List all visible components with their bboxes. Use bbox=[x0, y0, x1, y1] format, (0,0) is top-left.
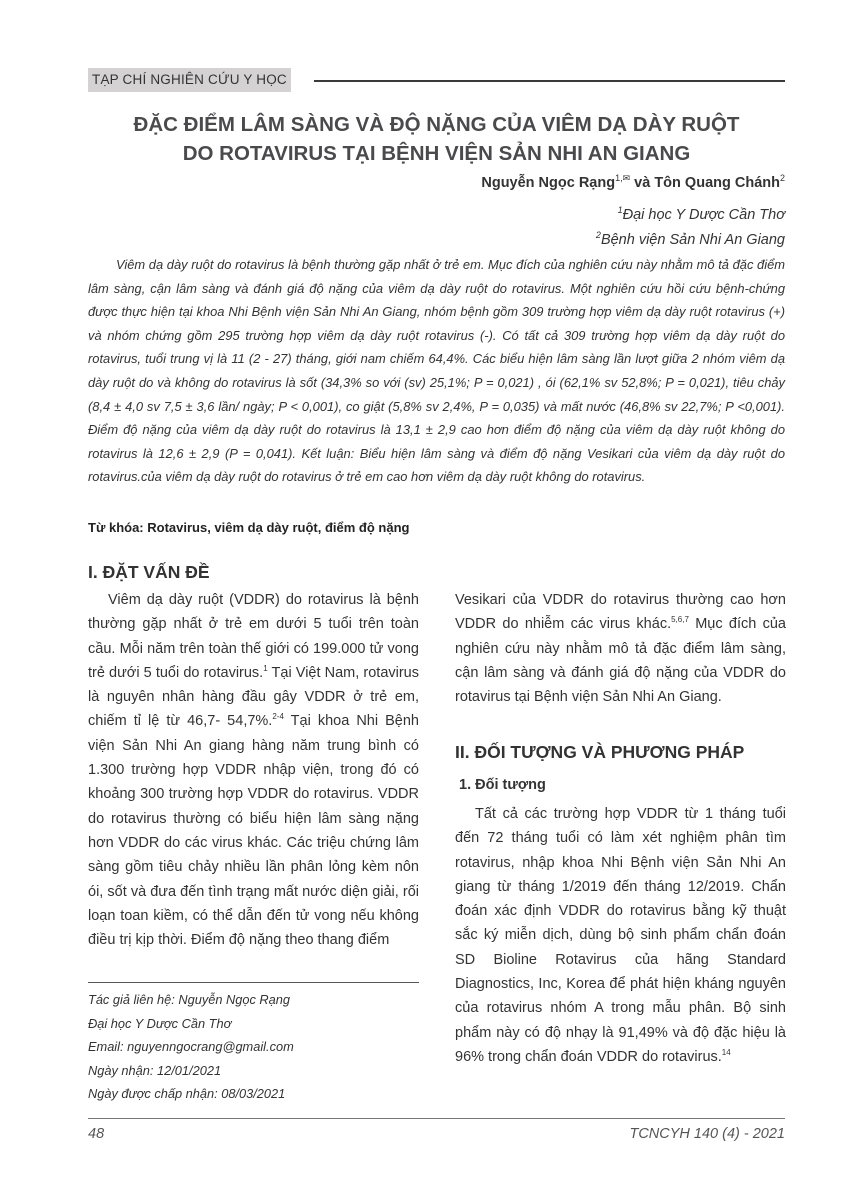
footnote-rule bbox=[88, 982, 419, 983]
title-line-1: ĐẶC ĐIỂM LÂM SÀNG VÀ ĐỘ NẶNG CỦA VIÊM DẠ DÀY RUỘT bbox=[133, 113, 740, 136]
subjects-text: Tất cả các trường hợp VDDR từ 1 tháng tuổi đến 72 tháng tuổi có làm xét nghiệm phân tìm rotavirus, nhập khoa Nhi Bệnh viện Sản Nhi An giang từ tháng 1/2019 đến tháng 12/2019. Chẩn đoán xác định VDDR do rotavirus bằng kỹ thuật sắc ký miễn dịch, dùng bộ sinh phẩm chẩn đoán SD Bioline Rotavirus của hãng Standard Diagnostics, Inc, Korea để phát hiện kháng nguyên của rotavirus nhóm A trong mẫu phân. Bộ sinh phẩm này có độ nhạy là 91,49% và độ đặc hiệu là 96% trong chẩn đoán VDDR do rotavirus. bbox=[455, 806, 786, 1065]
citation-2: 2-4 bbox=[272, 712, 284, 722]
affiliation-1-mark: 1 bbox=[617, 205, 623, 215]
affiliation-2 bbox=[596, 230, 785, 248]
author-1: Nguyễn Ngọc Rạng bbox=[481, 174, 616, 191]
citation-4: 14 bbox=[721, 1048, 731, 1058]
footnote-received: Ngày nhận: 12/01/2021 bbox=[88, 1062, 222, 1078]
title-line-2: DO ROTAVIRUS TẠI BỆNH VIỆN SẢN NHI AN GIANG bbox=[182, 142, 691, 165]
subsection-heading-subjects: 1. Đối tượng bbox=[459, 777, 546, 793]
author-1-affiliation-mark: 1,✉ bbox=[615, 173, 631, 183]
page-number: 48 bbox=[88, 1126, 105, 1142]
section-heading-methods: II. ĐỐI TƯỢNG VÀ PHƯƠNG PHÁP bbox=[455, 742, 745, 762]
article-title bbox=[88, 110, 785, 168]
footnote-contact: Tác giả liên hệ: Nguyễn Ngọc Rạng bbox=[88, 992, 291, 1007]
subjects-paragraph bbox=[455, 802, 786, 1069]
intro-continuation-text-1: Vesikari của VDDR do rotavirus thường cao hơn VDDR do nhiễm các virus khác. bbox=[455, 592, 786, 633]
affiliation-1 bbox=[618, 205, 785, 223]
intro-continuation-text-2: Mục đích của nghiên cứu này nhằm mô tả đặc điểm lâm sàng, cận lâm sàng và đánh giá độ nặng của VDDR do rotavirus tại Bệnh viện Sản Nhi An Giang. bbox=[455, 616, 786, 706]
introduction-paragraph bbox=[88, 588, 419, 952]
footnotes bbox=[88, 988, 294, 1106]
affiliation-2-mark: 2 bbox=[595, 230, 601, 240]
author-2: Tôn Quang Chánh bbox=[654, 174, 780, 191]
journal-header bbox=[88, 68, 785, 92]
author-list bbox=[481, 173, 785, 191]
footnote-accepted: Ngày được chấp nhận: 08/03/2021 bbox=[88, 1086, 286, 1101]
journal-reference: TCNCYH 140 (4) - 2021 bbox=[629, 1126, 785, 1142]
affiliation-1-name: Đại học Y Dược Cần Thơ bbox=[622, 206, 785, 223]
abstract: Viêm dạ dày ruột do rotavirus là bệnh thường gặp nhất ở trẻ em. Mục đích của nghiên cứu này nhằm mô tả đặc điểm lâm sàng, cận lâm sàng và đánh giá độ nặng của viêm dạ dày ruột do rotavirus. Một nghiên cứu hồi cứu bệnh-chứng được thực hiện tại khoa Nhi Bệnh viện Sản Nhi An Giang, nhóm bệnh gồm 309 trường hợp viêm dạ dày ruột rotavirus (+) và nhóm chứng gồm 295 trường hợp viêm dạ dày ruột rotavirus (-). Có tất cả 309 trường hợp viêm dạ dày ruột do rotavirus, tuổi trung vị là 11 (2 - 27) tháng, giới nam chiếm 64,4%. Các biểu hiện lâm sàng lần lượt giữa 2 nhóm viêm dạ dày ruột do và không do rotavirus là sốt (34,3% so với (sv) 25,1%; P = 0,021) , ói (62,1% sv 52,8%; P = 0,021), tiêu chảy (8,4 ± 4,0 sv 7,5 ± 3,6 lần/ ngày; P < 0,001), co giật (5,8% sv 2,4%, P = 0,035) và mất nước (46,8% sv 22,7%; P <0,001). Điểm độ nặng của viêm dạ dày ruột do rotavirus là 13,1 ± 2,9 cao hơn điểm độ nặng của viêm dạ dày ruột không do rotavirus là 12,6 ± 2,9 (P = 0,041). Kết luận: Biểu hiện lâm sàng và điểm độ nặng Vesikari của viêm dạ dày ruột do rotavirus.của viêm dạ dày ruột do rotavirus ở trẻ em cao hơn viêm dạ dày ruột không do rotavirus. bbox=[88, 257, 785, 485]
journal-name: TẠP CHÍ NGHIÊN CỨU Y HỌC bbox=[88, 68, 291, 92]
intro-text-3: Tại khoa Nhi Bệnh viện Sản Nhi An giang hàng năm trung bình có 1.300 trường hợp VDDR nhập viện, trong đó có khoảng 300 trường hợp VDDR do rotavirus. VDDR do rotavirus thường có biểu hiện lâm sàng nặng hơn VDDR do các virus khác. Các triệu chứng lâm sàng gồm tiêu chảy nhiều lần phân lỏng kèm nôn ói, sốt và đưa đến tình trạng mất nước diện giải, rối loạn toan kiềm, có thể dẫn đến tử vong nếu không điều trị kịp thời. Điểm độ nặng theo thang điểm bbox=[88, 713, 419, 949]
affiliation-2-name: Bệnh viện Sản Nhi An Giang bbox=[600, 231, 785, 248]
citation-3: 5,6,7 bbox=[671, 615, 689, 625]
footnote-institution: Đại học Y Dược Cần Thơ bbox=[88, 1015, 232, 1031]
introduction-continuation bbox=[455, 588, 786, 709]
author-2-affiliation-mark: 2 bbox=[779, 173, 785, 183]
intro-text-2: Tại Việt Nam, rotavirus là nguyên nhân hàng đầu gây VDDR ở trẻ em, chiếm tỉ lệ từ 46,7- 54,7%. bbox=[88, 664, 419, 730]
intro-text-1: Viêm dạ dày ruột (VDDR) do rotavirus là bệnh thường gặp nhất ở trẻ em dưới 5 tuổi trên toàn cầu. Mỗi năm trên toàn thế giới có 199.000 tử vong trẻ dưới 5 tuổi do rotavirus. bbox=[88, 592, 419, 681]
header-rule bbox=[314, 80, 785, 82]
author-conjunction: và bbox=[630, 174, 655, 191]
footnote-email: Email: nguyenngocrang@gmail.com bbox=[88, 1039, 294, 1054]
citation-1: 1 bbox=[263, 664, 268, 674]
keywords: Từ khóa: Rotavirus, viêm dạ dày ruột, điểm độ nặng bbox=[88, 520, 410, 535]
footer-rule bbox=[88, 1118, 785, 1119]
section-heading-introduction: I. ĐẶT VẤN ĐỀ bbox=[88, 562, 210, 582]
